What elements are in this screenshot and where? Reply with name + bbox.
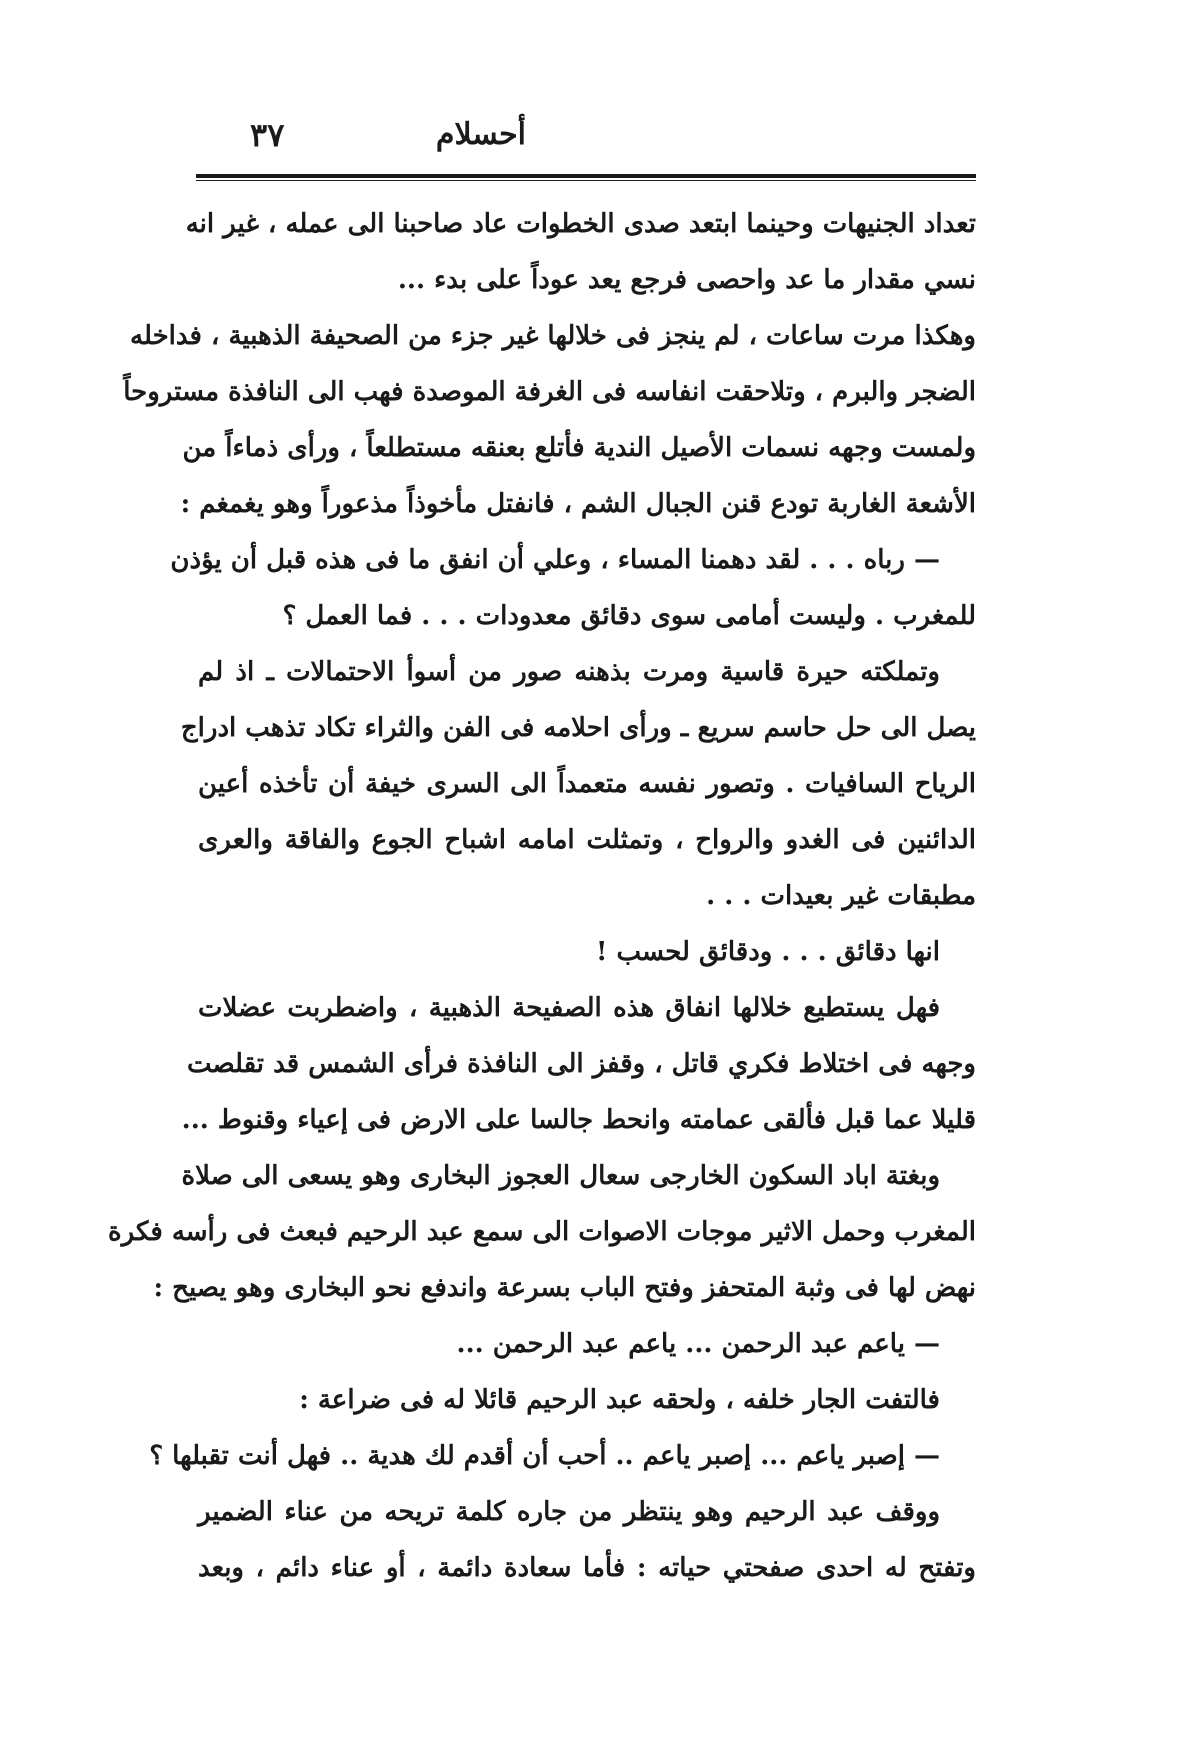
text-line: الدائنين فى الغدو والرواح ، وتمثلت امامه اشباح الجوع والفاقة والعرى [198,825,976,855]
text-line: وهكذا مرت ساعات ، لم ينجز فى خلالها غير جزء من الصحيفة الذهبية ، فداخله [130,321,976,351]
text-line: وجهه فى اختلاط فكري قاتل ، وقفز الى النافذة فرأى الشمس قد تقلصت [186,1049,976,1079]
text-line: قليلا عما قبل فألقى عمامته وانحط جالسا على الارض فى إعياء وقنوط ... [181,1105,976,1135]
text-line: الأشعة الغاربة تودع قنن الجبال الشم ، فانفتل مأخوذاً مذعوراً وهو يغمغم : [180,489,976,519]
body-text [108,196,976,1616]
text-line: وتملكته حيرة قاسية ومرت بذهنه صور من أسوأ الاحتمالات ـ اذ لم [198,657,940,687]
text-line: الضجر والبرم ، وتلاحقت انفاسه فى الغرفة الموصدة فهب الى النافذة مستروحاً [123,377,976,407]
text-line: الرياح السافيات . وتصور نفسه متعمداً الى السرى خيفة أن تأخذه أعين [198,769,976,799]
text-line: وتفتح له احدى صفحتي حياته : فأما سعادة دائمة ، أو عناء دائم ، وبعد [198,1553,976,1583]
text-line: وبغتة اباد السكون الخارجى سعال العجوز البخارى وهو يسعى الى صلاة [181,1161,940,1191]
text-line: يصل الى حل حاسم سريع ـ ورأى احلامه فى الفن والثراء تكاد تذهب ادراج [180,713,976,743]
text-line: مطبقات غير بعيدات . . . [706,881,976,911]
text-line: انها دقائق . . . ودقائق لحسب ! [596,937,940,967]
text-line: فالتفت الجار خلفه ، ولحقه عبد الرحيم قائلا له فى ضراعة : [299,1385,940,1415]
text-line: — إصبر ياعم ... إصبر ياعم .. أحب أن أقدم لك هدية .. فهل أنت تقبلها ؟ [149,1441,940,1471]
text-line: فهل يستطيع خلالها انفاق هذه الصفيحة الذهبية ، واضطربت عضلات [198,993,940,1023]
header-rule-thin [196,180,976,181]
page-header [198,110,976,160]
text-line: نسي مقدار ما عد واحصى فرجع يعد عوداً على بدء ... [397,265,976,295]
running-title: أحسلام [435,117,526,152]
text-line: للمغرب . وليست أمامى سوى دقائق معدودات . . . فما العمل ؟ [282,601,976,631]
text-line: المغرب وحمل الاثير موجات الاصوات الى سمع عبد الرحيم فبعث فى رأسه فكرة [108,1217,976,1247]
text-line: — رباه . . . لقد دهمنا المساء ، وعلي أن انفق ما فى هذه قبل أن يؤذن [170,545,940,575]
text-line: تعداد الجنيهات وحينما ابتعد صدى الخطوات عاد صاحبنا الى عمله ، غير انه [185,209,976,239]
page-number: ٣٧ [250,116,285,154]
text-line: — ياعم عبد الرحمن ... ياعم عبد الرحمن ... [456,1329,940,1359]
text-line: ولمست وجهه نسمات الأصيل الندية فأتلع بعنقه مستطلعاً ، ورأى ذماءاً من [182,433,976,463]
text-line: نهض لها فى وثبة المتحفز وفتح الباب بسرعة واندفع نحو البخارى وهو يصيح : [153,1273,976,1303]
text-line: ووقف عبد الرحيم وهو ينتظر من جاره كلمة تريحه من عناء الضمير [198,1497,940,1527]
header-rule [196,174,976,178]
